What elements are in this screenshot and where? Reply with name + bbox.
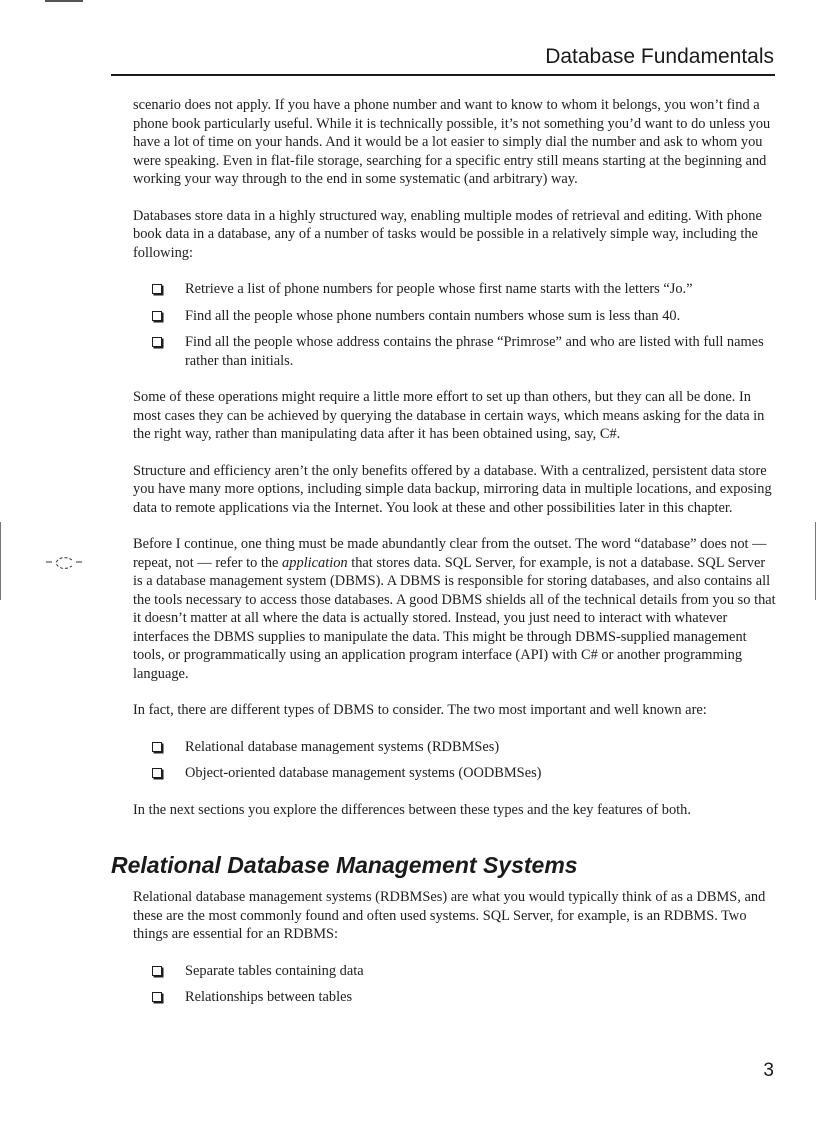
list-item	[133, 988, 778, 1007]
crop-mark-left	[0, 522, 1, 600]
list-item	[133, 280, 778, 299]
list-item-text: Find all the people whose phone numbers contain numbers whose sum is less than 40.	[185, 307, 681, 324]
paragraph-text: that stores data. SQL Server, for example, is not a database. SQL Server is a database management system (DBMS). A DBMS is responsible for storing databases, and also contains all the tools necessary to access those databases. A good DBMS shields all of the technical details from you so that it doesn’t matter at all where the data is actually stored. Instead, you just need to interact with whatever interfaces the DBMS supplies to manipulate the data. This might be through DBMS-supplied management tools, or programmatically using an application program interface (API) with C# or another programming language.	[133, 554, 776, 682]
emphasis-text: application	[282, 554, 348, 571]
paragraph: Relational database management systems (RDBMSes) are what you would typically think of as a DBMS, and these are the most commonly found and often used systems. SQL Server, for example, is an RDBMS. Two things are essential for an RDBMS:	[133, 889, 766, 942]
list-item-text: Relationships between tables	[185, 989, 353, 1005]
section-heading: Relational Database Management Systems	[111, 852, 578, 878]
checkbox-bullet-icon	[152, 337, 162, 347]
paragraph: scenario does not apply. If you have a phone number and want to know to whom it belongs, you won’t find a phone book particularly useful. While it is technically possible, it’s not something you’d want to do unless you have a lot of time on your hands. And it would be a lot easier to simply dial the number and ask to whom you were speaking. Even in flat-file storage, searching for a specific entry still means starting at the beginning and working your way through to the end in some systematic (and arbitrary) way.	[133, 97, 771, 187]
dbms-types-list	[133, 738, 778, 783]
paragraph: Some of these operations might require a little more effort to set up than others, but they can all be done. In most cases they can be achieved by querying the database in certain ways, which means asking for the data in the right way, rather than manipulating data after it has been obtained using, say, C#.	[133, 389, 765, 442]
crop-mark-top	[45, 0, 83, 2]
list-item-text: Relational database management systems (RDBMSes)	[185, 738, 500, 755]
list-item	[133, 764, 778, 783]
list-item	[133, 333, 778, 370]
rdbms-essentials-list	[133, 962, 778, 1007]
list-item-text: Object-oriented database management systems (OODBMSes)	[185, 765, 542, 781]
paragraph	[133, 535, 778, 683]
paragraph-text: Before I continue, one thing must be made abundantly clear from the outset. The word “database” does not — repeat, not — refer to the	[133, 536, 767, 571]
checkbox-bullet-icon	[152, 966, 162, 976]
page-number: 3	[763, 1060, 774, 1081]
checkbox-bullet-icon	[152, 992, 162, 1002]
list-item	[133, 962, 778, 981]
running-header: Database Fundamentals	[545, 45, 774, 68]
paragraph: In the next sections you explore the differences between these types and the key features of both.	[133, 801, 691, 818]
header-rule	[111, 74, 775, 76]
checkbox-bullet-icon	[152, 742, 162, 752]
list-item-text: Find all the people whose address contains the phrase “Primrose” and who are listed with full names rather than initials.	[185, 334, 764, 369]
checkbox-bullet-icon	[152, 768, 162, 778]
list-item	[133, 307, 778, 326]
list-item-text: Retrieve a list of phone numbers for people whose first name starts with the letters “Jo.”	[185, 281, 693, 297]
checkbox-bullet-icon	[152, 284, 162, 294]
paragraph: In fact, there are different types of DBMS to consider. The two most important and well known are:	[133, 702, 707, 718]
paragraph: Databases store data in a highly structured way, enabling multiple modes of retrieval and editing. With phone book data in a database, any of a number of tasks would be possible in a relatively simple way, including the following:	[133, 207, 762, 261]
page-body	[111, 96, 778, 1025]
paragraph: Structure and efficiency aren’t the only benefits offered by a database. With a centralized, persistent data store you have many more options, including simple data backup, mirroring data in multiple locations, and exposing data to remote applications via the Internet. You look at these and other possibilities later in this chapter.	[133, 462, 772, 516]
checkbox-bullet-icon	[152, 311, 162, 321]
list-item-text: Separate tables containing data	[185, 962, 364, 979]
registration-mark-icon	[42, 548, 86, 578]
list-item	[133, 738, 778, 757]
task-list	[133, 280, 778, 370]
